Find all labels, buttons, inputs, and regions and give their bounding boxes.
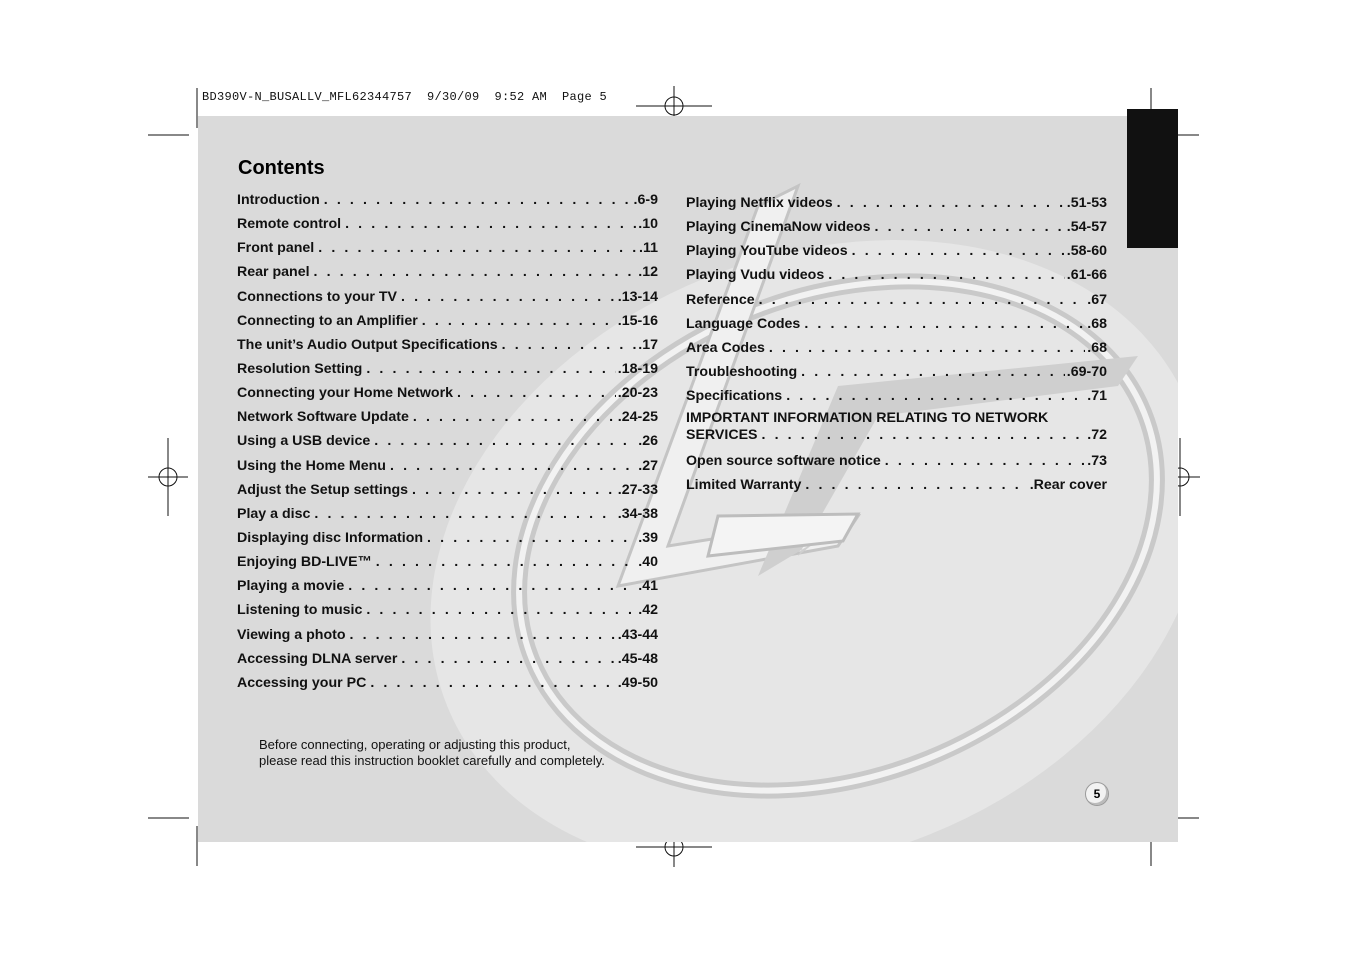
toc-entry-page: .10 <box>638 216 658 233</box>
toc-entry[interactable] <box>237 599 658 623</box>
toc-entry-label: Remote control <box>237 216 342 233</box>
toc-entry-label: Language Codes <box>686 315 801 332</box>
toc-entry-label: Adjust the Setup settings <box>237 481 409 498</box>
dot-leader <box>422 310 616 332</box>
toc-entry[interactable] <box>686 337 1107 361</box>
dot-leader <box>314 503 615 525</box>
toc-entry-page: .68 <box>1087 315 1107 332</box>
dot-leader <box>801 361 1065 383</box>
dot-leader <box>401 648 615 670</box>
toc-entry[interactable] <box>686 264 1107 288</box>
toc-entry[interactable] <box>686 289 1107 313</box>
toc-entry-label-cont: SERVICES <box>686 427 758 444</box>
toc-entry-label: Network Software Update <box>237 409 409 426</box>
toc-entry-label: Connecting your Home Network <box>237 385 453 402</box>
toc-entry[interactable] <box>686 313 1107 337</box>
dot-leader <box>314 261 637 283</box>
toc-left-column <box>237 189 658 696</box>
toc-entry[interactable] <box>237 334 658 358</box>
dot-leader <box>457 382 616 404</box>
toc-entry-page: .6-9 <box>633 192 658 208</box>
toc-entry-page: .13-14 <box>617 288 658 305</box>
toc-entry-page: .69-70 <box>1066 363 1107 380</box>
toc-entry[interactable] <box>237 455 658 479</box>
dot-leader <box>875 216 1065 238</box>
dot-leader <box>412 479 616 501</box>
dot-leader <box>413 406 616 428</box>
toc-entry[interactable] <box>237 624 658 648</box>
toc-entry-label: Troubleshooting <box>686 363 798 380</box>
toc-entry[interactable] <box>237 672 658 696</box>
toc-entry[interactable] <box>686 361 1107 385</box>
dot-leader <box>769 337 1085 359</box>
toc-entry-label: Using the Home Menu <box>237 457 386 474</box>
toc-entry-page: .27-33 <box>617 481 658 498</box>
instruction-note <box>259 737 605 769</box>
toc-entry-page: .41 <box>638 578 658 595</box>
dot-leader <box>366 358 615 380</box>
toc-entry-label: Enjoying BD-LIVE™ <box>237 554 372 571</box>
toc-entry-label: Resolution Setting <box>237 360 363 377</box>
toc-entry-label: Playing YouTube videos <box>686 243 848 260</box>
dot-leader <box>786 385 1085 407</box>
toc-entry-label: Playing a movie <box>237 578 345 595</box>
toc-entry-label: Displaying disc Information <box>237 529 424 546</box>
toc-entry-page: .15-16 <box>617 312 658 329</box>
toc-entry[interactable] <box>686 385 1107 409</box>
dot-leader <box>324 189 632 211</box>
toc-entry[interactable] <box>686 216 1107 240</box>
dot-leader <box>348 575 636 597</box>
page-number-badge: 5 <box>1085 782 1109 806</box>
toc-entry[interactable] <box>686 474 1107 498</box>
section-tab <box>1127 109 1178 248</box>
toc-entry[interactable] <box>237 551 658 575</box>
dot-leader <box>370 672 615 694</box>
toc-entry-label: Limited Warranty <box>686 477 802 494</box>
dot-leader <box>804 313 1085 335</box>
toc-entry-page: .49-50 <box>617 674 658 691</box>
toc-entry-label: Front panel <box>237 240 315 257</box>
dot-leader <box>390 455 636 477</box>
toc-entry-label: Accessing DLNA server <box>237 650 398 667</box>
dot-leader <box>502 334 637 356</box>
toc-entry-page: .24-25 <box>617 409 658 426</box>
toc-entry[interactable] <box>237 358 658 382</box>
toc-entry[interactable] <box>686 450 1107 474</box>
toc-entry[interactable] <box>686 240 1107 264</box>
toc-entry-label: The unit’s Audio Output Specifications <box>237 336 498 353</box>
toc-entry[interactable] <box>237 527 658 551</box>
toc-right-column <box>686 192 1107 499</box>
print-slug: BD390V-N_BUSALLV_MFL62344757 9/30/09 9:52 AM Page 5 <box>202 90 608 104</box>
toc-entry[interactable] <box>237 261 658 285</box>
toc-entry-label: Playing Vudu videos <box>686 267 825 284</box>
toc-entry-page: .43-44 <box>617 626 658 643</box>
toc-entry-label: Playing CinemaNow videos <box>686 219 871 236</box>
toc-entry-page: .39 <box>638 529 658 546</box>
note-line: Before connecting, operating or adjusting this product, <box>259 737 571 752</box>
toc-entry-label: Connecting to an Amplifier <box>237 312 418 329</box>
toc-entry-page: .17 <box>638 336 658 353</box>
toc-entry-label: Accessing your PC <box>237 674 367 691</box>
toc-entry-page: .51-53 <box>1066 195 1107 211</box>
dot-leader <box>374 430 636 452</box>
toc-entry-page: .12 <box>638 264 658 281</box>
toc-entry-label: Specifications <box>686 388 783 405</box>
toc-entry-page: .11 <box>639 240 658 257</box>
toc-entry[interactable] <box>237 479 658 503</box>
toc-entry-label: Playing Netflix videos <box>686 195 833 211</box>
dot-leader <box>427 527 636 549</box>
toc-entry-page: .27 <box>638 457 658 474</box>
toc-entry-page: .40 <box>638 554 658 571</box>
toc-entry-label: Introduction <box>237 192 320 208</box>
toc-entry-label: Using a USB device <box>237 433 371 450</box>
toc-entry-page: .67 <box>1087 291 1107 308</box>
toc-entry[interactable] <box>237 430 658 454</box>
toc-entry-page: .Rear cover <box>1029 477 1107 494</box>
toc-entry[interactable] <box>237 310 658 334</box>
dot-leader <box>837 192 1065 214</box>
toc-entry[interactable] <box>237 406 658 430</box>
page-title: Contents <box>238 157 325 179</box>
toc-entry[interactable] <box>237 189 658 213</box>
toc-entry[interactable] <box>237 286 658 310</box>
toc-entry[interactable] <box>237 382 658 406</box>
toc-entry[interactable] <box>686 192 1107 216</box>
toc-entry-page: .73 <box>1087 453 1107 470</box>
dot-leader <box>318 237 637 259</box>
dot-leader <box>759 289 1086 311</box>
dot-leader <box>345 213 636 235</box>
toc-entry-page: .34-38 <box>617 505 658 522</box>
dot-leader <box>366 599 636 621</box>
toc-entry-label: IMPORTANT INFORMATION RELATING TO NETWORK <box>686 410 1049 427</box>
dot-leader <box>885 450 1086 472</box>
toc-entry-page: .45-48 <box>617 650 658 667</box>
dot-leader <box>350 624 616 646</box>
note-line: please read this instruction booklet carefully and completely. <box>259 753 605 768</box>
toc-entry[interactable] <box>237 503 658 527</box>
toc-entry-label: Rear panel <box>237 264 310 281</box>
toc-entry-page: .26 <box>638 433 658 450</box>
toc-entry-label: Reference <box>686 291 755 308</box>
toc-entry-page: .18-19 <box>617 360 658 377</box>
toc-entry-label: Viewing a photo <box>237 626 346 643</box>
toc-entry-page: .54-57 <box>1066 219 1107 236</box>
dot-leader <box>852 240 1065 262</box>
toc-entry-label: Area Codes <box>686 339 765 356</box>
toc-entry[interactable] <box>237 213 658 237</box>
toc-entry-page: .61-66 <box>1066 267 1107 284</box>
toc-entry-network-services[interactable] <box>686 410 1107 444</box>
toc-entry-label: Open source software notice <box>686 453 881 470</box>
toc-entry-label: Connections to your TV <box>237 288 398 305</box>
dot-leader <box>762 427 1086 444</box>
toc-entry[interactable] <box>237 575 658 599</box>
toc-entry-page: .42 <box>638 602 658 619</box>
toc-entry[interactable] <box>237 237 658 261</box>
toc-entry-page: .72 <box>1087 427 1107 444</box>
toc-entry-page: .68 <box>1087 339 1107 356</box>
dot-leader <box>805 474 1027 496</box>
dot-leader <box>828 264 1065 286</box>
toc-entry-label: Listening to music <box>237 602 363 619</box>
toc-entry[interactable] <box>237 648 658 672</box>
toc-entry-page: .20-23 <box>617 385 658 402</box>
toc-entry-label: Play a disc <box>237 505 311 522</box>
dot-leader <box>401 286 616 308</box>
toc-entry-page: .71 <box>1087 388 1107 405</box>
toc-entry-page: .58-60 <box>1066 243 1107 260</box>
dot-leader <box>376 551 636 573</box>
